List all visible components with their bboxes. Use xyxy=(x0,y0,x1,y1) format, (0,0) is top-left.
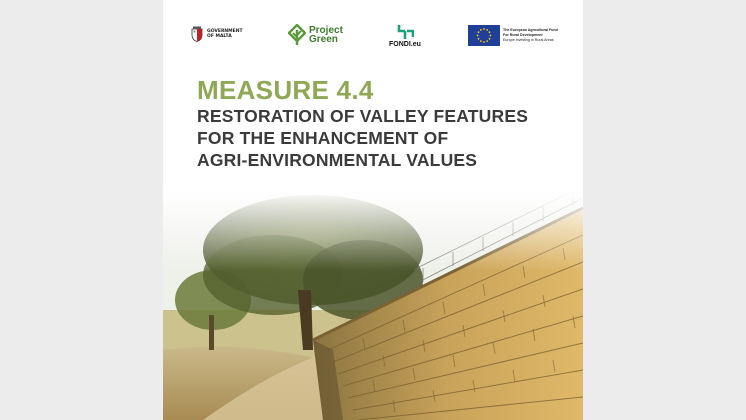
leaf-bracket-icon xyxy=(288,24,306,46)
project-green-line1: Project xyxy=(309,25,343,36)
eu-text-line2: For Rural Development xyxy=(503,33,543,37)
eu-text-line1: The European Agricultural Fund xyxy=(503,28,558,32)
government-of-malta-logo xyxy=(191,26,243,42)
project-green-logo xyxy=(288,24,343,46)
project-green-text xyxy=(309,26,343,44)
malta-logo-text: GOVERNMENT OF MALTA xyxy=(207,29,243,39)
eu-agricultural-fund-logo xyxy=(468,25,563,46)
subtitle-line2: FOR THE ENHANCEMENT OF xyxy=(197,128,449,148)
measure-title: MEASURE 4.4 xyxy=(197,75,374,105)
valley-scene-illustration xyxy=(163,190,583,420)
measure-subtitle xyxy=(197,105,577,171)
fondi-mark-icon xyxy=(396,22,414,40)
fondi-text: FONDI.eu xyxy=(389,41,421,48)
valley-wall-painting xyxy=(163,190,583,420)
poster-heading xyxy=(197,76,577,171)
eu-logo-text xyxy=(503,28,563,43)
subtitle-line1: RESTORATION OF VALLEY FEATURES xyxy=(197,106,529,126)
eu-flag-icon xyxy=(468,25,500,46)
malta-emblem-icon xyxy=(191,26,203,42)
logo-row xyxy=(163,0,583,60)
subtitle-line3: AGRI-ENVIRONMENTAL VALUES xyxy=(197,150,478,170)
project-green-line2: Green xyxy=(309,34,338,45)
eu-text-line3: Europe Investing in Rural Areas xyxy=(503,38,554,42)
poster xyxy=(163,0,583,420)
fondi-eu-logo xyxy=(389,22,421,48)
